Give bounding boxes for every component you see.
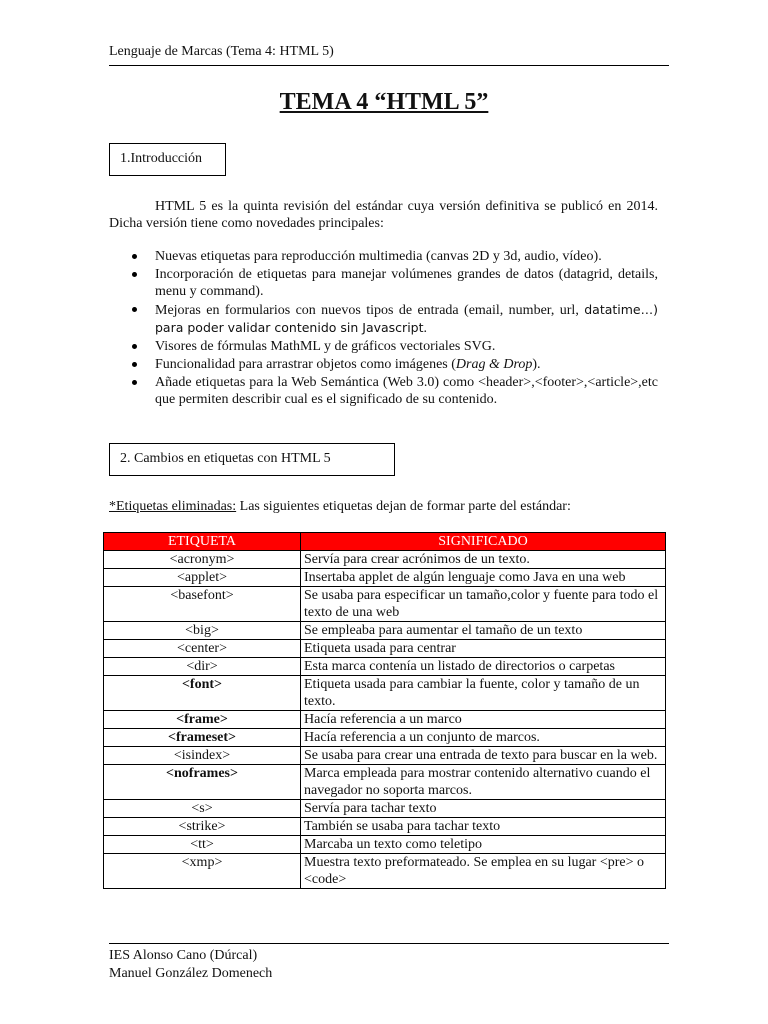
meaning-cell: También se usaba para tachar texto xyxy=(301,818,666,836)
header-divider xyxy=(109,65,669,66)
removed-tags-intro: *Etiquetas eliminadas: Las siguientes etiquetas dejan de formar parte del estándar: xyxy=(109,499,571,514)
tag-cell: <frameset> xyxy=(104,729,301,747)
meaning-cell: Hacía referencia a un marco xyxy=(301,711,666,729)
intro-paragraph-text: HTML 5 es la quinta revisión del estándar cuya versión definitiva se publicó en 2014. Dicha versión tiene como novedades principales: xyxy=(109,199,658,231)
tag-cell: <basefont> xyxy=(104,587,301,622)
table-row xyxy=(104,551,666,569)
bullet-icon xyxy=(132,362,137,367)
tag-cell: <noframes> xyxy=(104,765,301,800)
list-item: Visores de fórmulas MathML y de gráficos vectoriales SVG. xyxy=(128,338,658,355)
meaning-cell: Se usaba para crear una entrada de texto para buscar en la web. xyxy=(301,747,666,765)
tag-cell: <xmp> xyxy=(104,854,301,889)
intro-paragraph xyxy=(109,198,658,232)
tag-cell: <dir> xyxy=(104,658,301,676)
list-item: Nuevas etiquetas para reproducción multimedia (canvas 2D y 3d, audio, vídeo). xyxy=(128,248,658,265)
tag-cell: <isindex> xyxy=(104,747,301,765)
footer-author: Manuel González Domenech xyxy=(109,966,273,981)
table-row xyxy=(104,836,666,854)
list-item: Funcionalidad para arrastrar objetos como imágenes (Drag & Drop). xyxy=(128,356,658,373)
meaning-cell: Marcaba un texto como teletipo xyxy=(301,836,666,854)
tag-cell: <applet> xyxy=(104,569,301,587)
table-row xyxy=(104,818,666,836)
running-header: Lenguaje de Marcas (Tema 4: HTML 5) xyxy=(109,44,334,59)
tag-cell: <strike> xyxy=(104,818,301,836)
meaning-cell: Hacía referencia a un conjunto de marcos. xyxy=(301,729,666,747)
meaning-cell: Etiqueta usada para cambiar la fuente, color y tamaño de un texto. xyxy=(301,676,666,711)
meaning-cell: Esta marca contenía un listado de directorios o carpetas xyxy=(301,658,666,676)
table-row xyxy=(104,854,666,889)
meaning-cell: Servía para tachar texto xyxy=(301,800,666,818)
section-heading-cambios: 2. Cambios en etiquetas con HTML 5 xyxy=(109,443,395,476)
table-row xyxy=(104,622,666,640)
tag-cell: <tt> xyxy=(104,836,301,854)
column-header-significado: SIGNIFICADO xyxy=(301,533,666,551)
list-item: Mejoras en formularios con nuevos tipos de entrada (email, number, url, datatime…) para poder validar contenido sin Javascript. xyxy=(128,301,658,337)
meaning-cell: Se empleaba para aumentar el tamaño de un texto xyxy=(301,622,666,640)
table-row xyxy=(104,569,666,587)
table-row xyxy=(104,587,666,622)
column-header-etiqueta: ETIQUETA xyxy=(104,533,301,551)
tag-cell: <font> xyxy=(104,676,301,711)
meaning-cell: Etiqueta usada para centrar xyxy=(301,640,666,658)
table-header-row xyxy=(104,533,666,551)
bullet-icon xyxy=(132,380,137,385)
bullet-icon xyxy=(132,307,137,312)
bullet-icon xyxy=(132,344,137,349)
meaning-cell: Insertaba applet de algún lenguaje como Java en una web xyxy=(301,569,666,587)
footer-divider xyxy=(109,943,669,944)
novelties-list xyxy=(128,248,658,409)
page-title: TEMA 4 “HTML 5” xyxy=(279,89,489,115)
footer-school: IES Alonso Cano (Dúrcal) xyxy=(109,948,258,963)
bullet-icon xyxy=(132,272,137,277)
table-row xyxy=(104,765,666,800)
list-item: Incorporación de etiquetas para manejar volúmenes grandes de datos (datagrid, details, menu y command). xyxy=(128,266,658,300)
meaning-cell: Marca empleada para mostrar contenido alternativo cuando el navegador no soporta marcos. xyxy=(301,765,666,800)
table-row xyxy=(104,729,666,747)
table-row xyxy=(104,676,666,711)
tag-cell: <big> xyxy=(104,622,301,640)
table-row xyxy=(104,711,666,729)
section-heading-introduccion: 1.Introducción xyxy=(109,143,226,176)
page-footer xyxy=(109,947,669,983)
tag-cell: <acronym> xyxy=(104,551,301,569)
tag-cell: <center> xyxy=(104,640,301,658)
meaning-cell: Se usaba para especificar un tamaño,color y fuente para todo el texto de una web xyxy=(301,587,666,622)
table-row xyxy=(104,747,666,765)
tag-cell: <frame> xyxy=(104,711,301,729)
table-row xyxy=(104,640,666,658)
meaning-cell: Muestra texto preformateado. Se emplea en su lugar <pre> o <code> xyxy=(301,854,666,889)
list-item: Añade etiquetas para la Web Semántica (Web 3.0) como <header>,<footer>,<article>,etc que permiten describir cual es el significado de su contenido. xyxy=(128,374,658,408)
bullet-icon xyxy=(132,254,137,259)
tag-cell: <s> xyxy=(104,800,301,818)
table-row xyxy=(104,800,666,818)
meaning-cell: Servía para crear acrónimos de un texto. xyxy=(301,551,666,569)
table-row xyxy=(104,658,666,676)
removed-tags-table xyxy=(103,532,666,889)
